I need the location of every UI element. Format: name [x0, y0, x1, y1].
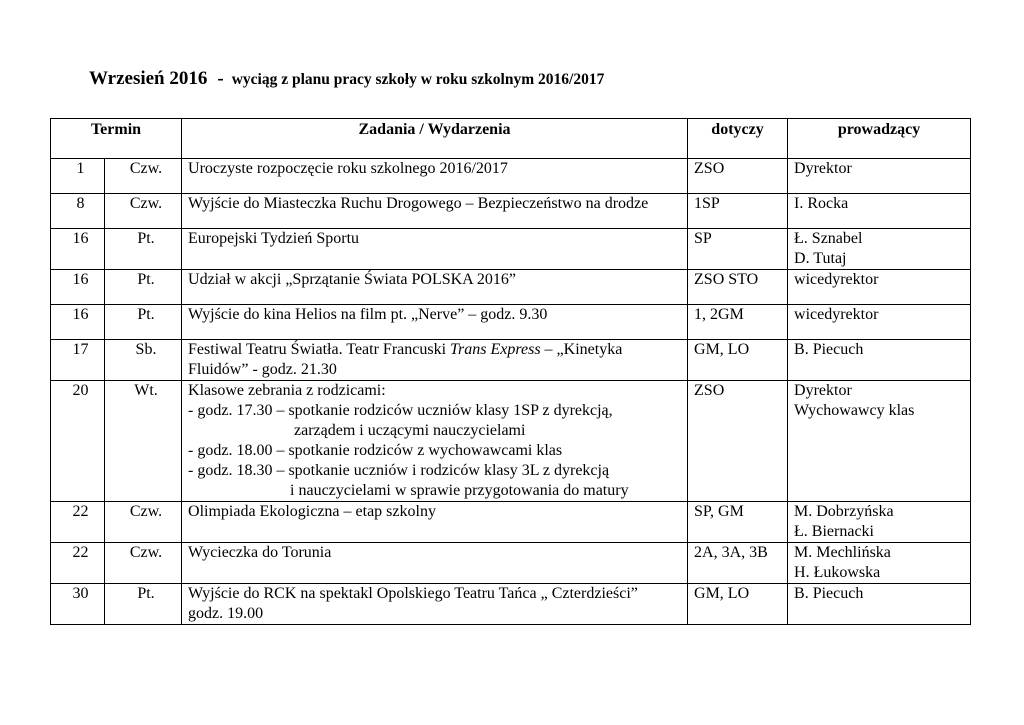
- task-text: – „Kinetyka: [540, 341, 623, 358]
- task-line: Fluidów” - godz. 21.30: [188, 361, 337, 378]
- row-leader: [788, 194, 971, 229]
- row-task: [182, 340, 688, 381]
- leader-line: Dyrektor: [794, 160, 852, 177]
- row-target: GM, LO: [688, 340, 788, 381]
- row-weekday: Sb.: [105, 340, 182, 381]
- task-line: Klasowe zebrania z rodzicami:: [188, 382, 386, 399]
- row-weekday: Wt.: [105, 381, 182, 502]
- leader-line: Dyrektor: [794, 382, 852, 399]
- task-line: Uroczyste rozpoczęcie roku szkolnego 2016/2017: [188, 160, 508, 177]
- row-day: 20: [51, 381, 105, 502]
- row-weekday: Czw.: [105, 159, 182, 194]
- row-leader: [788, 159, 971, 194]
- task-line: Wyjście do RCK na spektakl Opolskiego Teatru Tańca „ Czterdzieści”: [188, 585, 638, 602]
- row-target: 1, 2GM: [688, 305, 788, 340]
- table-row: [51, 194, 971, 229]
- row-day: 8: [51, 194, 105, 229]
- task-line: Wyjście do Miasteczka Ruchu Drogowego – Bezpieczeństwo na drodze: [188, 195, 649, 212]
- leader-line: D. Tutaj: [794, 250, 847, 267]
- row-day: 16: [51, 270, 105, 305]
- leader-line: H. Łukowska: [794, 564, 881, 581]
- task-line: - godz. 18.30 – spotkanie uczniów i rodziców klasy 3L z dyrekcją: [188, 462, 610, 479]
- leader-line: Ł. Sznabel: [794, 230, 863, 247]
- row-task: [182, 159, 688, 194]
- task-line: zarządem i uczącymi nauczycielami: [294, 422, 526, 439]
- leader-line: I. Rocka: [794, 195, 849, 212]
- row-task: [182, 270, 688, 305]
- task-line: godz. 19.00: [188, 605, 264, 622]
- row-target: ZSO STO: [688, 270, 788, 305]
- row-day: 1: [51, 159, 105, 194]
- table-row: [51, 584, 971, 625]
- title-dash: -: [217, 68, 224, 89]
- row-target: GM, LO: [688, 584, 788, 625]
- task-line: Wyjście do kina Helios na film pt. „Nerve” – godz. 9.30: [188, 306, 548, 323]
- leader-line: B. Piecuch: [794, 585, 864, 602]
- row-leader: [788, 305, 971, 340]
- task-text: Festiwal Teatru Światła. Teatr Francuski: [188, 341, 451, 358]
- schedule-table: [50, 118, 971, 625]
- task-line: Olimpiada Ekologiczna – etap szkolny: [188, 503, 436, 520]
- header-zadania: Zadania / Wydarzenia: [182, 119, 688, 159]
- row-weekday: Pt.: [105, 270, 182, 305]
- row-target: SP: [688, 229, 788, 270]
- task-line: Udział w akcji „Sprzątanie Świata POLSKA 2016”: [188, 271, 516, 288]
- row-target: 2A, 3A, 3B: [688, 543, 788, 584]
- row-target: ZSO: [688, 381, 788, 502]
- task-line: [188, 340, 687, 360]
- task-line: i nauczycielami w sprawie przygotowania do matury: [290, 482, 629, 499]
- header-prowadzacy: prowadzący: [788, 119, 971, 159]
- table-header-row: [51, 119, 971, 159]
- row-task: [182, 502, 688, 543]
- leader-line: M. Mechlińska: [794, 544, 891, 561]
- task-line: - godz. 17.30 – spotkanie rodziców uczniów klasy 1SP z dyrekcją,: [188, 402, 613, 419]
- table-row: [51, 340, 971, 381]
- row-leader: [788, 381, 971, 502]
- row-task: [182, 305, 688, 340]
- row-weekday: Czw.: [105, 543, 182, 584]
- table-row: [51, 305, 971, 340]
- leader-line: M. Dobrzyńska: [794, 503, 894, 520]
- row-task: [182, 543, 688, 584]
- row-day: 16: [51, 305, 105, 340]
- row-leader: [788, 584, 971, 625]
- row-task: [182, 229, 688, 270]
- task-line: Europejski Tydzień Sportu: [188, 230, 360, 247]
- title-month: Wrzesień 2016: [89, 68, 208, 89]
- row-day: 30: [51, 584, 105, 625]
- task-italic-text: Trans Express: [450, 341, 541, 358]
- row-weekday: Pt.: [105, 229, 182, 270]
- row-leader: [788, 270, 971, 305]
- row-weekday: Czw.: [105, 194, 182, 229]
- document-title: [89, 68, 604, 90]
- row-weekday: Pt.: [105, 305, 182, 340]
- row-weekday: Czw.: [105, 502, 182, 543]
- row-target: 1SP: [688, 194, 788, 229]
- row-task: [182, 194, 688, 229]
- row-task: [182, 381, 688, 502]
- row-day: 22: [51, 543, 105, 584]
- table-row: [51, 270, 971, 305]
- row-day: 17: [51, 340, 105, 381]
- table-row: [51, 229, 971, 270]
- task-line: Wycieczka do Torunia: [188, 544, 332, 561]
- leader-line: B. Piecuch: [794, 341, 864, 358]
- row-target: SP, GM: [688, 502, 788, 543]
- row-leader: [788, 229, 971, 270]
- row-day: 22: [51, 502, 105, 543]
- row-day: 16: [51, 229, 105, 270]
- header-termin: Termin: [51, 119, 182, 159]
- row-weekday: Pt.: [105, 584, 182, 625]
- leader-line: Ł. Biernacki: [794, 523, 874, 540]
- table-row: [51, 381, 971, 502]
- header-dotyczy: dotyczy: [688, 119, 788, 159]
- row-task: [182, 584, 688, 625]
- row-leader: [788, 543, 971, 584]
- leader-line: wicedyrektor: [794, 271, 879, 288]
- leader-line: wicedyrektor: [794, 306, 879, 323]
- table-row: [51, 543, 971, 584]
- row-target: ZSO: [688, 159, 788, 194]
- table-row: [51, 502, 971, 543]
- title-subtitle: wyciąg z planu pracy szkoły w roku szkolnym 2016/2017: [231, 71, 605, 88]
- row-leader: [788, 340, 971, 381]
- task-line: - godz. 18.00 – spotkanie rodziców z wychowawcami klas: [188, 442, 563, 459]
- row-leader: [788, 502, 971, 543]
- leader-line: Wychowawcy klas: [794, 402, 915, 419]
- table-row: [51, 159, 971, 194]
